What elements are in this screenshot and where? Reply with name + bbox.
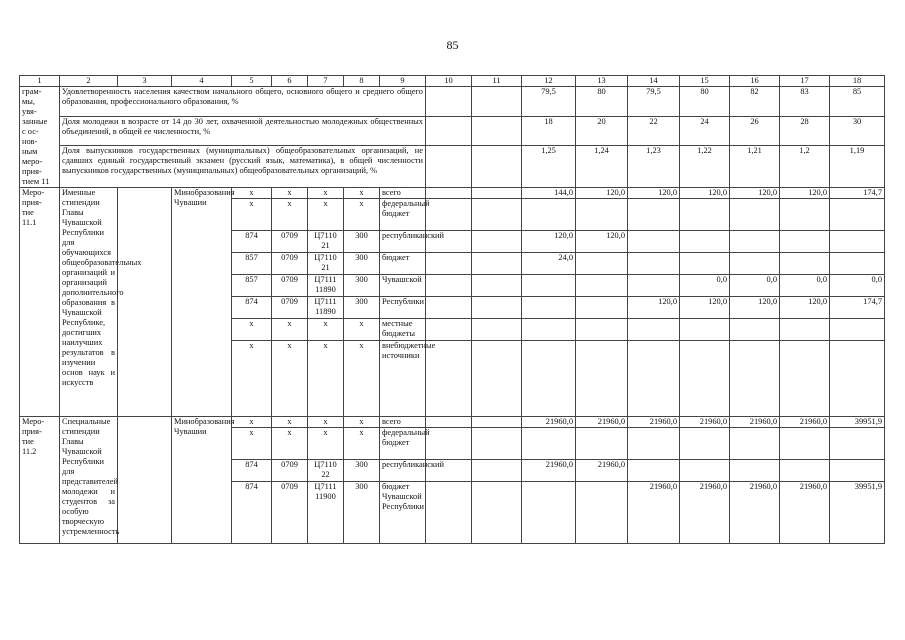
amount-cell: 39951,9 bbox=[830, 482, 885, 544]
code-cell: 874 bbox=[232, 482, 272, 544]
funding-source: республиканский bbox=[380, 460, 426, 482]
indicator-value: 28 bbox=[780, 116, 830, 146]
header-cell: 15 bbox=[680, 76, 730, 87]
code-cell: 300 bbox=[344, 275, 380, 297]
code-cell: x bbox=[308, 199, 344, 231]
code-cell: x bbox=[232, 428, 272, 460]
table-cell bbox=[472, 428, 522, 460]
amount-cell bbox=[830, 428, 885, 460]
table-cell bbox=[426, 482, 472, 544]
indicator-text: Удовлетворенность населения качеством начального общего, основного общего и среднего общего образования, профессионального образования, % bbox=[60, 87, 426, 117]
amount-cell: 120,0 bbox=[780, 297, 830, 319]
amount-cell bbox=[680, 319, 730, 341]
indicator-value: 18 bbox=[522, 116, 576, 146]
amount-cell bbox=[680, 341, 730, 417]
funding-source: всего bbox=[380, 188, 426, 199]
amount-cell: 120,0 bbox=[680, 297, 730, 319]
amount-cell bbox=[576, 297, 628, 319]
table-cell bbox=[426, 188, 472, 199]
table-cell bbox=[472, 460, 522, 482]
header-cell: 10 bbox=[426, 76, 472, 87]
table-cell bbox=[426, 417, 472, 428]
amount-cell bbox=[628, 428, 680, 460]
code-cell: Ц7111 11900 bbox=[308, 482, 344, 544]
amount-cell: 0,0 bbox=[730, 275, 780, 297]
amount-cell bbox=[680, 428, 730, 460]
funding-source: федеральный бюджет bbox=[380, 428, 426, 460]
code-cell: 857 bbox=[232, 275, 272, 297]
indicator-value: 1,22 bbox=[680, 146, 730, 188]
amount-cell bbox=[780, 428, 830, 460]
amount-cell bbox=[576, 319, 628, 341]
table-cell bbox=[472, 341, 522, 417]
measure-label: Меро- прия- тие 11.2 bbox=[20, 417, 60, 544]
header-cell: 13 bbox=[576, 76, 628, 87]
code-cell: Ц7110 22 bbox=[308, 460, 344, 482]
amount-cell bbox=[780, 231, 830, 253]
amount-cell: 120,0 bbox=[730, 188, 780, 199]
amount-cell bbox=[680, 199, 730, 231]
funding-source: местные бюджеты bbox=[380, 319, 426, 341]
page-number: 85 bbox=[446, 38, 459, 52]
code-cell: x bbox=[344, 319, 380, 341]
header-cell: 11 bbox=[472, 76, 522, 87]
amount-cell: 21960,0 bbox=[628, 417, 680, 428]
code-cell: x bbox=[344, 428, 380, 460]
amount-cell: 21960,0 bbox=[780, 482, 830, 544]
indicator-row bbox=[20, 116, 885, 146]
amount-cell: 21960,0 bbox=[730, 417, 780, 428]
amount-cell bbox=[576, 428, 628, 460]
amount-cell bbox=[628, 199, 680, 231]
code-cell: x bbox=[308, 188, 344, 199]
header-cell: 16 bbox=[730, 76, 780, 87]
table-cell bbox=[472, 319, 522, 341]
code-cell: x bbox=[232, 188, 272, 199]
code-cell: 874 bbox=[232, 460, 272, 482]
header-cell: 14 bbox=[628, 76, 680, 87]
amount-cell bbox=[730, 199, 780, 231]
amount-cell: 174,7 bbox=[830, 297, 885, 319]
amount-cell: 120,0 bbox=[680, 188, 730, 199]
code-cell: Ц7111 11890 bbox=[308, 275, 344, 297]
code-cell: x bbox=[272, 417, 308, 428]
amount-cell bbox=[780, 460, 830, 482]
indicator-value: 1,23 bbox=[628, 146, 680, 188]
header-cell: 7 bbox=[308, 76, 344, 87]
amount-cell bbox=[830, 199, 885, 231]
amount-cell: 24,0 bbox=[522, 253, 576, 275]
amount-cell bbox=[522, 428, 576, 460]
indicator-row bbox=[20, 146, 885, 188]
code-cell: 0709 bbox=[272, 297, 308, 319]
amount-cell bbox=[780, 341, 830, 417]
executor: Минобразования Чувашии bbox=[172, 188, 232, 417]
amount-cell bbox=[680, 253, 730, 275]
amount-cell bbox=[576, 341, 628, 417]
table-cell bbox=[426, 199, 472, 231]
table-cell bbox=[472, 87, 522, 117]
table-cell bbox=[118, 188, 172, 417]
funding-source: республиканский bbox=[380, 231, 426, 253]
funding-source: бюджет Чувашской Республики bbox=[380, 482, 426, 544]
amount-cell bbox=[680, 460, 730, 482]
code-cell: x bbox=[308, 319, 344, 341]
amount-cell bbox=[628, 231, 680, 253]
amount-cell bbox=[576, 275, 628, 297]
code-cell: 0709 bbox=[272, 253, 308, 275]
amount-cell: 21960,0 bbox=[522, 417, 576, 428]
amount-cell bbox=[628, 341, 680, 417]
code-cell: x bbox=[344, 199, 380, 231]
amount-cell bbox=[628, 275, 680, 297]
table-cell bbox=[472, 275, 522, 297]
amount-cell: 144,0 bbox=[522, 188, 576, 199]
table-cell bbox=[426, 275, 472, 297]
indicator-value: 80 bbox=[576, 87, 628, 117]
amount-cell bbox=[628, 460, 680, 482]
amount-cell: 21960,0 bbox=[576, 460, 628, 482]
funding-source: Республики bbox=[380, 297, 426, 319]
amount-cell: 120,0 bbox=[730, 297, 780, 319]
code-cell: 300 bbox=[344, 460, 380, 482]
table-cell bbox=[472, 188, 522, 199]
amount-cell: 21960,0 bbox=[628, 482, 680, 544]
code-cell: Ц7111 11890 bbox=[308, 297, 344, 319]
amount-cell bbox=[730, 253, 780, 275]
amount-cell bbox=[830, 253, 885, 275]
code-cell: 857 bbox=[232, 253, 272, 275]
indicator-value: 1,2 bbox=[780, 146, 830, 188]
header-row bbox=[20, 76, 885, 87]
code-cell: x bbox=[344, 417, 380, 428]
funding-source: федеральный бюджет bbox=[380, 199, 426, 231]
code-cell: 300 bbox=[344, 253, 380, 275]
table-cell bbox=[472, 253, 522, 275]
amount-cell: 120,0 bbox=[522, 231, 576, 253]
table-cell bbox=[426, 253, 472, 275]
amount-cell bbox=[830, 231, 885, 253]
code-cell: x bbox=[232, 341, 272, 417]
header-cell: 2 bbox=[60, 76, 118, 87]
header-cell: 1 bbox=[20, 76, 60, 87]
code-cell: x bbox=[308, 417, 344, 428]
measure-name: Именные стипендии Главы Чувашской Республики для обучающихся общеобразовательных организаций и организаций дополнительного образования в Чувашской Республике, достигших наилучших результатов в изучении основ наук и искусств bbox=[60, 188, 118, 417]
amount-cell bbox=[576, 253, 628, 275]
funding-source: Чувашской bbox=[380, 275, 426, 297]
amount-cell: 21960,0 bbox=[680, 417, 730, 428]
table-cell bbox=[472, 146, 522, 188]
indicator-value: 83 bbox=[780, 87, 830, 117]
table-cell bbox=[472, 297, 522, 319]
budget-table bbox=[19, 75, 885, 544]
indicator-value: 1,19 bbox=[830, 146, 885, 188]
amount-cell bbox=[680, 231, 730, 253]
amount-cell bbox=[730, 319, 780, 341]
code-cell: 0709 bbox=[272, 482, 308, 544]
indicator-text: Доля молодежи в возрасте от 14 до 30 лет, охваченной деятельностью молодежных общественных объединений, в общей ее численности, % bbox=[60, 116, 426, 146]
amount-cell bbox=[780, 319, 830, 341]
amount-cell bbox=[576, 199, 628, 231]
indicator-value: 30 bbox=[830, 116, 885, 146]
code-cell: x bbox=[272, 341, 308, 417]
funding-source: всего bbox=[380, 417, 426, 428]
indicator-row bbox=[20, 87, 885, 117]
table-cell bbox=[472, 417, 522, 428]
header-cell: 17 bbox=[780, 76, 830, 87]
amount-cell bbox=[522, 482, 576, 544]
table-cell bbox=[426, 116, 472, 146]
code-cell: x bbox=[272, 319, 308, 341]
indicator-text: Доля выпускников государственных (муниципальных) общеобразовательных организаций, не сдавших единый государственный экзамен (русский язык, математика), в общей численности выпускников государственных (муниципальных) общеобразовательных организаций, % bbox=[60, 146, 426, 188]
indicator-value: 1,21 bbox=[730, 146, 780, 188]
amount-cell: 21960,0 bbox=[680, 482, 730, 544]
amount-cell bbox=[730, 341, 780, 417]
code-cell: 0709 bbox=[272, 275, 308, 297]
code-cell: Ц7110 21 bbox=[308, 253, 344, 275]
amount-cell: 120,0 bbox=[628, 297, 680, 319]
amount-cell bbox=[522, 319, 576, 341]
amount-cell bbox=[628, 319, 680, 341]
amount-cell bbox=[830, 341, 885, 417]
amount-cell: 21960,0 bbox=[780, 417, 830, 428]
indicator-value: 24 bbox=[680, 116, 730, 146]
code-cell: x bbox=[232, 417, 272, 428]
table-cell bbox=[118, 417, 172, 544]
header-cell: 12 bbox=[522, 76, 576, 87]
table-cell bbox=[472, 231, 522, 253]
amount-cell bbox=[730, 231, 780, 253]
amount-cell bbox=[522, 297, 576, 319]
code-cell: 0709 bbox=[272, 460, 308, 482]
indicator-value: 79,5 bbox=[522, 87, 576, 117]
funding-source: бюджет bbox=[380, 253, 426, 275]
code-cell: x bbox=[272, 199, 308, 231]
table-cell bbox=[472, 199, 522, 231]
amount-cell: 21960,0 bbox=[730, 482, 780, 544]
amount-cell: 21960,0 bbox=[576, 417, 628, 428]
indicator-value: 82 bbox=[730, 87, 780, 117]
table-cell bbox=[426, 87, 472, 117]
amount-cell: 0,0 bbox=[780, 275, 830, 297]
measure-label: Меро- прия- тие 11.1 bbox=[20, 188, 60, 417]
header-cell: 18 bbox=[830, 76, 885, 87]
executor: Минобразования Чувашии bbox=[172, 417, 232, 544]
program-label-cell: грам- мы, увя- занные с ос- нов- ным меро- прия- тием 11 bbox=[20, 87, 60, 188]
amount-cell bbox=[730, 428, 780, 460]
code-cell: x bbox=[344, 188, 380, 199]
table-cell bbox=[472, 116, 522, 146]
amount-cell: 21960,0 bbox=[522, 460, 576, 482]
code-cell: 300 bbox=[344, 297, 380, 319]
amount-cell bbox=[780, 253, 830, 275]
indicator-value: 1,25 bbox=[522, 146, 576, 188]
indicator-value: 22 bbox=[628, 116, 680, 146]
header-cell: 5 bbox=[232, 76, 272, 87]
funding-source: внебюджетные источники bbox=[380, 341, 426, 417]
measure-name: Специальные стипендии Главы Чувашской Республики для представителей молодежи и студентов за особую творческую устремленность bbox=[60, 417, 118, 544]
amount-cell: 120,0 bbox=[576, 231, 628, 253]
header-cell: 3 bbox=[118, 76, 172, 87]
header-cell: 4 bbox=[172, 76, 232, 87]
code-cell: x bbox=[232, 319, 272, 341]
code-cell: 874 bbox=[232, 297, 272, 319]
indicator-value: 26 bbox=[730, 116, 780, 146]
amount-cell bbox=[830, 460, 885, 482]
table-cell bbox=[426, 428, 472, 460]
amount-cell bbox=[576, 482, 628, 544]
amount-cell bbox=[780, 199, 830, 231]
code-cell: x bbox=[272, 188, 308, 199]
amount-cell: 39951,9 bbox=[830, 417, 885, 428]
indicator-value: 20 bbox=[576, 116, 628, 146]
amount-cell bbox=[522, 199, 576, 231]
indicator-value: 80 bbox=[680, 87, 730, 117]
amount-cell: 120,0 bbox=[780, 188, 830, 199]
amount-cell bbox=[522, 341, 576, 417]
amount-cell bbox=[522, 275, 576, 297]
code-cell: x bbox=[308, 341, 344, 417]
amount-cell: 120,0 bbox=[576, 188, 628, 199]
code-cell: x bbox=[272, 428, 308, 460]
code-cell: 300 bbox=[344, 231, 380, 253]
amount-cell: 0,0 bbox=[680, 275, 730, 297]
amount-cell: 0,0 bbox=[830, 275, 885, 297]
code-cell: 300 bbox=[344, 482, 380, 544]
header-cell: 6 bbox=[272, 76, 308, 87]
amount-cell bbox=[830, 319, 885, 341]
table-cell bbox=[426, 319, 472, 341]
header-cell: 9 bbox=[380, 76, 426, 87]
code-cell: x bbox=[344, 341, 380, 417]
table-cell bbox=[426, 297, 472, 319]
header-cell: 8 bbox=[344, 76, 380, 87]
indicator-value: 1,24 bbox=[576, 146, 628, 188]
code-cell: Ц7110 21 bbox=[308, 231, 344, 253]
amount-cell: 174,7 bbox=[830, 188, 885, 199]
indicator-value: 85 bbox=[830, 87, 885, 117]
code-cell: 874 bbox=[232, 231, 272, 253]
amount-cell: 120,0 bbox=[628, 188, 680, 199]
table-cell bbox=[426, 146, 472, 188]
measure-row bbox=[20, 417, 885, 428]
measure-row bbox=[20, 188, 885, 199]
indicator-value: 79,5 bbox=[628, 87, 680, 117]
code-cell: x bbox=[308, 428, 344, 460]
table-cell bbox=[472, 482, 522, 544]
table-cell bbox=[426, 341, 472, 417]
amount-cell bbox=[730, 460, 780, 482]
code-cell: 0709 bbox=[272, 231, 308, 253]
code-cell: x bbox=[232, 199, 272, 231]
amount-cell bbox=[628, 253, 680, 275]
